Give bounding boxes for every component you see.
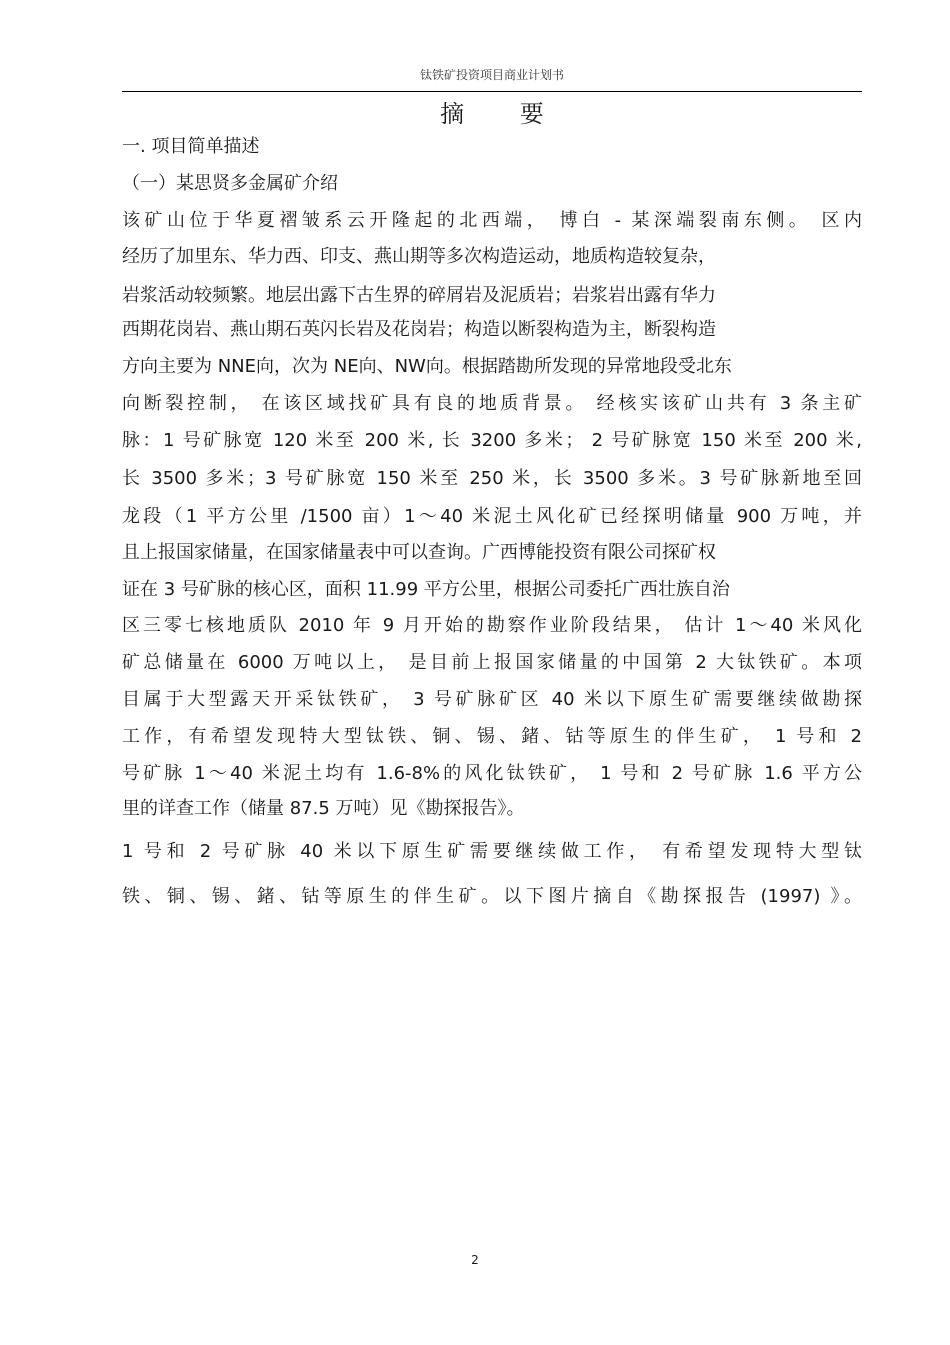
paragraph-line: 工作，有希望发现特大型钛铁、铜、锡、鍺、钴等原生的伴生矿， 1 号和 2 [122,726,862,747]
section-heading: 一. 项目简单描述 [122,136,260,157]
paragraph-line: 长 3500 多米；3 号矿脉宽 150 米至 250 米，长 3500 多米。3 号矿脉新地至回 [122,468,862,489]
paragraph-line: 区三零七核地质队 2010 年 9 月开始的勘察作业阶段结果， 估计 1～40 米风化 [122,615,862,636]
paragraph-line: 脉：1 号矿脉宽 120 米至 200 米, 长 3200 多米； 2 号矿脉宽 150 米至 200 米, [122,430,862,451]
paragraph-line: 目属于大型露天开采钛铁矿， 3 号矿脉矿区 40 米以下原生矿需要继续做勘探 [122,689,862,710]
paragraph-line: 方向主要为 NNE向，次为 NE向、NW向。根据踏勘所发现的异常地段受北东 [122,356,732,377]
paragraph-line: 该矿山位于华夏褶皱系云开隆起的北西端， 博白 - 某深端裂南东侧。 区内 [122,210,862,231]
paragraph-line: 龙段（1 平方公里 /1500 亩）1～40 米泥土风化矿已经探明储量 900 万吨，并 [122,506,862,527]
page-title: 摘 要 [440,100,568,128]
paragraph-line: 铁、铜、锡、鍺、钴等原生的伴生矿。以下图片摘自《勘探报告 (1997) 》。 [122,886,862,907]
paragraph-line: 1 号和 2 号矿脉 40 米以下原生矿需要继续做工作， 有希望发现特大型钛 [122,841,862,862]
header-rule [122,91,862,92]
paragraph-line: 证在 3 号矿脉的核心区，面积 11.99 平方公里，根据公司委托广西壮族自治 [122,579,730,600]
paragraph-line: 岩浆活动较频繁。地层出露下古生界的碎屑岩及泥质岩；岩浆岩出露有华力 [122,285,716,306]
page-header: 钛铁矿投资项目商业计划书 [419,68,564,82]
paragraph-line: 矿总储量在 6000 万吨以上， 是目前上报国家储量的中国第 2 大钛铁矿。本项 [122,652,862,673]
paragraph-line: 且上报国家储量，在国家储量表中可以查询。广西博能投资有限公司探矿权 [122,542,716,563]
paragraph-line: 向断裂控制， 在该区域找矿具有良的地质背景。 经核实该矿山共有 3 条主矿 [122,393,862,414]
subsection-heading: （一）某思贤多金属矿介绍 [122,173,338,194]
paragraph-line: 号矿脉 1～40 米泥土均有 1.6-8%的风化钛铁矿， 1 号和 2 号矿脉 1.6 平方公 [122,763,862,784]
paragraph-line: 经历了加里东、华力西、印支、燕山期等多次构造运动，地质构造较复杂， [122,246,716,267]
paragraph-line: 西期花岗岩、燕山期石英闪长岩及花岗岩；构造以断裂构造为主，断裂构造 [122,319,716,340]
paragraph-line: 里的详查工作（储量 87.5 万吨）见《勘探报告》。 [122,798,525,819]
page-number: 2 [471,1253,479,1267]
